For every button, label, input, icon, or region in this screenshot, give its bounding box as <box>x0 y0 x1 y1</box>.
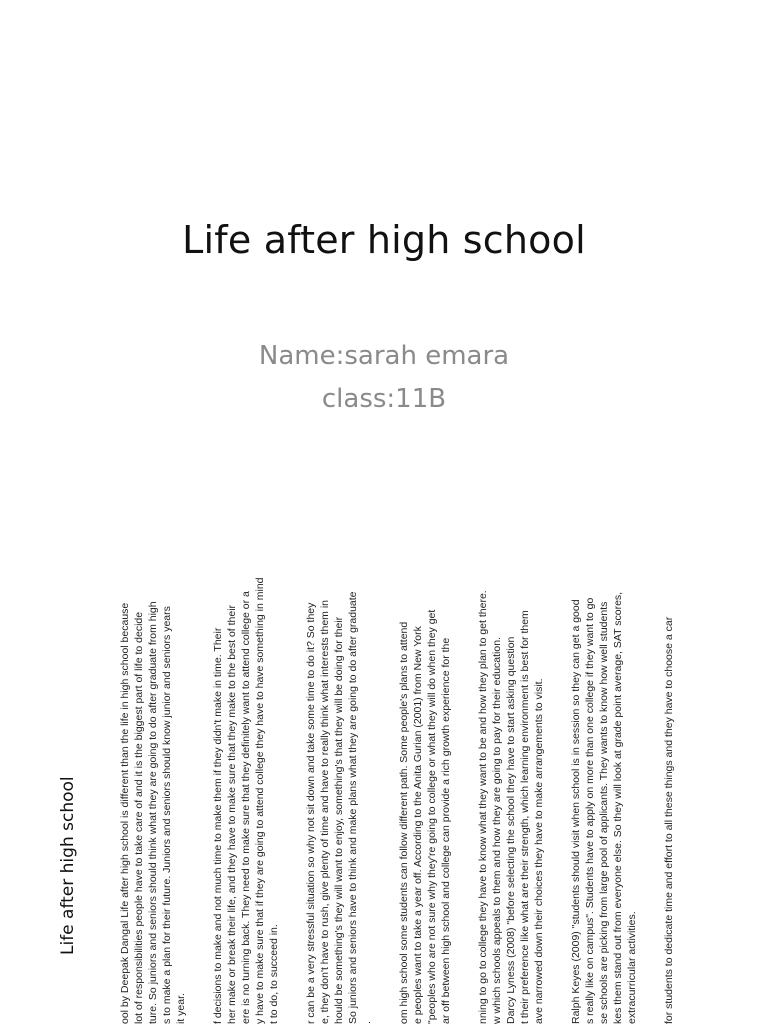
document-line: Darcy Lyness (2008) "before selecting the school they have to start asking question <box>505 636 517 1024</box>
document-line: t their preference like what are their strength, which learning environment is best for them <box>519 610 531 1024</box>
document-paragraph <box>662 604 676 1024</box>
document-line: y have to make sure that if they are going to attend college they have to have something in mind <box>254 577 266 1024</box>
document-paragraph <box>569 591 639 1024</box>
document-line: ar off between high school and college can provide a rich growth experience for the <box>440 637 452 1024</box>
document-line: t to do, to succeed in. <box>268 924 280 1024</box>
document-paragraph <box>476 590 546 1024</box>
document-line: r can be a very stressful situation so why not sit down and take some time to do it? So they <box>305 602 317 1024</box>
document-line: Ralph Keyes (2009) "students should visit when school is in session so they can get a good <box>570 599 582 1024</box>
document-line: lot of responsibilities people have to take care of and it is the biggest part of life to decide <box>133 611 145 1024</box>
slide-title: Life after high school <box>182 218 586 262</box>
document-line: e, they don't have to rush, give plenty of time and have to really think what interests them in <box>319 600 331 1024</box>
document-line: kes them stand out from everyone else. So they will look at grade point average, SAT scores, <box>612 591 624 1024</box>
document-line: extracurricular activities. <box>626 911 638 1024</box>
document-line: ool by Deepak Dangal Life after high school is different than the life in high school because <box>119 602 131 1024</box>
document-line: ere is no turning back. They need to make sure that they definitely want to attend college or a <box>240 591 252 1024</box>
document-paragraph <box>397 604 453 1024</box>
document-line: w which schools appeals to them and how they are going to pay for their education. <box>491 637 503 1024</box>
document-paragraph <box>304 591 374 1024</box>
subtitle-class-line: class:11B <box>321 384 447 414</box>
slide-subtitle <box>0 335 768 421</box>
document-line: f decisions to make and not much time to make them if they didn't make in time. Their <box>212 627 224 1024</box>
document-line: hould be something's they will want to enjoy, something's that they will be doing for their <box>333 616 345 1024</box>
document-line: nning to go to college they have to know what they want to be and how they plan to get there. <box>477 590 489 1024</box>
document-line: "peoples who are not sure why they're going to college or what they will do when they get <box>426 609 438 1024</box>
document-line: her make or break their life, and they have to make sure that they make to the best of their <box>226 604 238 1024</box>
document-line: . <box>361 1021 373 1024</box>
document-line: So juniors and seniors have to think and make plans what they are going to do after graduate <box>347 591 359 1024</box>
document-paragraph <box>211 577 281 1024</box>
document-paragraph <box>118 601 188 1024</box>
document-side-title: Life after high school <box>58 776 78 955</box>
subtitle-name-line: Name:sarah emara <box>258 341 510 371</box>
document-line: ave narrowed down their choices they have to make arrangements to visit. <box>533 678 545 1024</box>
document-line: it year. <box>175 993 187 1024</box>
document-line: s really like on campus". Students have to apply on more than one college if they want to go <box>584 597 596 1024</box>
document-line: om high school some students can follow different path. Some people's plans to attend <box>398 621 410 1024</box>
document-line: se schools are picking from large pool of applicants. They wants to know how well students <box>598 601 610 1024</box>
document-line: ture. So juniors and seniors should think what they are going to do after graduate from high <box>147 601 159 1024</box>
document-line: e peoples want to take a year off. According to the Anita Gurian (2001) from New York <box>412 626 424 1024</box>
document-body <box>118 577 699 1024</box>
document-line: s to make a plan for their future. Juniors and seniors should know junior and seniors years <box>161 606 173 1024</box>
document-line: for students to dedicate time and effort to all these things and they have to choose a car <box>663 616 675 1024</box>
